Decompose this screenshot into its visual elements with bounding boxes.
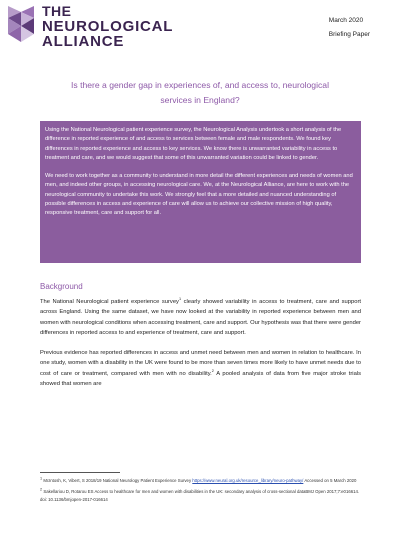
logo-line-2: NEUROLOGICAL [42, 18, 174, 35]
summary-box [40, 121, 361, 263]
neurological-alliance-logo-icon [6, 4, 36, 46]
document-type: Briefing Paper [328, 31, 370, 38]
page-title: Is there a gender gap in experiences of, and access to, neurological services in England? [71, 80, 329, 105]
document-date: March 2020 [328, 17, 364, 24]
summary-paragraph: We need to work together as a community to understand in more detail the different experiences and needs of women and men, and indeed other groups, in accessing neurological care. We, at the Neurological Alliance, are here to work with the neurological community to undertake this work. We strongly feel that a more detailed and nuanced understanding of possible differences in access and experience of care will allow us to achieve our collective mission of high quality, responsive treatment, care and support for all. [45, 173, 353, 217]
footnote-ref[interactable]: 1 [178, 297, 182, 302]
footnote-link[interactable]: https://www.neural.org.uk/resource_library/neuro-pathway/ [192, 478, 304, 483]
footnotes [40, 477, 361, 504]
logo-line-3: ALLIANCE [42, 33, 125, 50]
footnote-2 [40, 488, 361, 504]
summary-paragraph: Using the National Neurological patient experience survey, the Neurological Analysis undertook a short analysis of the difference in reported experience of and access to services between female and male respondents. We found key differences in reported experience and access to key services. We know there is unwarranted variability in access to treatment and care, and we would suggest that some of this unwarranted variation could be linked to gender. [45, 127, 342, 161]
section-heading-background: Background [40, 282, 83, 291]
footnote-number: 2 [40, 487, 43, 492]
text-span: clearly showed variability in access to treatment, care and support across England. Using the same dataset, we have now looked at the variability in reported experience between men and women with neurological conditions when accessing treatment, care and support. Our hypothesis was that there were gender differences in reported access to and experience of treatment, care and support. [40, 299, 361, 336]
footnote-1 [40, 477, 361, 485]
text-span: Previous evidence has reported differences in access and unmet need between men and women in relation to healthcare. In one study, women with a disability in the UK were found to be more than seven times more likely to have unmet needs due to cost of care or treatment, compared with men with no disability. [40, 350, 361, 377]
document-meta [329, 17, 370, 38]
footnote-text: Sakellariou D, Rotarou ES Access to healthcare for men and women with disabilities in the UK: secondary analysis of cross-sectional dataBMJ Open 2017;7:e016614. doi: 10.1136/bmjopen-2017-016614 [40, 489, 360, 502]
footnote-text: Accessed on 5 March 2020 [303, 478, 357, 483]
logo-wordmark [42, 4, 173, 49]
background-body [40, 297, 361, 389]
footnote-divider [40, 472, 120, 473]
footnote-ref[interactable]: 2 [211, 368, 214, 373]
background-paragraph-2 [40, 348, 361, 389]
logo-line-1: THE [42, 3, 72, 19]
text-span: A pooled analysis of data from five major stroke trials showed that women are [40, 370, 361, 388]
background-paragraph-1 [40, 297, 361, 338]
footnote-number: 1 [40, 476, 43, 481]
text-span: The National Neurological patient experience survey [40, 299, 179, 305]
footnote-text: McIntosh, K, Vibert, S 2018/19 National Neurology Patient Experience Survey [43, 478, 193, 483]
